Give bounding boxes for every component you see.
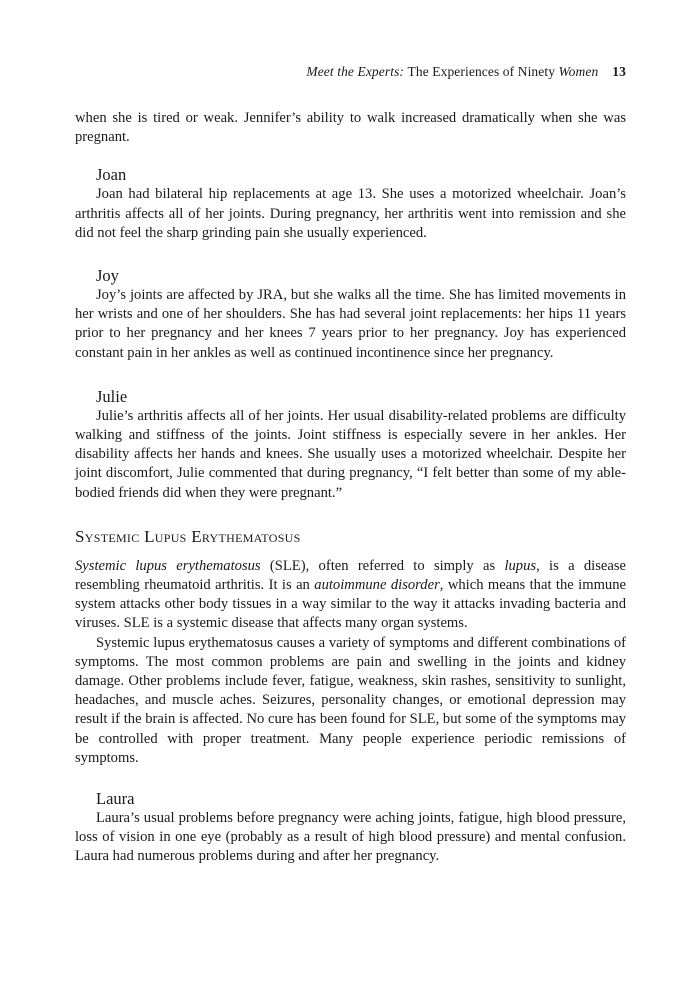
profile-text-laura: Laura’s usual problems before pregnancy were aching joints, fatigue, high blood pressure, loss of vision in one eye (probably as a result of high blood pressure) and mental confusion. Laura had numerous problems during and after her pregnancy.: [75, 810, 626, 865]
profile-heading-laura: Laura: [96, 789, 135, 809]
section-paragraph-2: Systemic lupus erythematosus causes a variety of symptoms and different combinations of symptoms. The most common problems are pain and swelling in the joints and kidney damage. Other problems include fever, fatigue, weakness, skin rashes, sensitivity to sunlight, headaches, and muscle aches. Seizures, personality changes, or emotional depression may result if the brain is affected. No cure has been found for SLE, but some of the symptoms may be controlled with proper treatment. Many people experience periodic remissions of symptoms.: [75, 634, 626, 766]
profile-text-joan: Joan had bilateral hip replacements at age 13. She uses a motorized wheelchair. Joan’s arthritis affects all of her joints. During pregnancy, her arthritis went into remission and she did not feel the sharp grinding pain she usually experienced.: [75, 186, 626, 241]
page-number: 13: [612, 64, 626, 79]
book-page: [75, 0, 626, 1000]
profile-heading-joy: Joy: [96, 266, 119, 286]
section-title: Systemic Lupus Erythematosus: [75, 526, 301, 546]
profile-text-julie: Julie’s arthritis affects all of her joints. Her usual disability-related problems are difficulty walking and stiffness of the joints. Joint stiffness is especially severe in her ankles. Her disability affects her hands and knees. She usually uses a motorized wheelchair. Despite her joint discomfort, Julie commented that during pregnancy, “I felt better than some of my able-bodied friends did when they were pregnant.”: [75, 407, 626, 501]
running-title-upright: The Experiences of Ninety: [407, 64, 559, 79]
term-lupus: lupus: [504, 557, 537, 574]
profile-heading-julie: Julie: [96, 386, 128, 406]
running-title: Meet the Experts: The Experiences of Ninety Women: [306, 64, 599, 79]
page-body: [75, 109, 626, 867]
running-head: [306, 64, 626, 80]
section-paragraph-1: Systemic lupus erythematosus (SLE), often referred to simply as lupus, is a disease resembling rheumatoid arthritis. It is an autoimmune disorder, which means that the immune system attacks other body tissues in a way similar to the way it attacks invading bacteria and viruses. SLE is a systemic disease that affects many organ systems.: [75, 557, 627, 632]
profile-text-joy: Joy’s joints are affected by JRA, but she walks all the time. She has limited movements in her wrists and one of her shoulders. She has had several joint replacements: her hips 11 years prior to her pregnancy and her knees 7 years prior to her pregnancy. Joy has experienced constant pain in her ankles as well as continued incontinence since her pregnancy.: [75, 287, 626, 361]
term-autoimmune: autoimmune disorder: [314, 577, 440, 594]
profile-heading-joan: Joan: [96, 165, 127, 185]
term-sle: Systemic lupus erythematosus: [75, 557, 261, 574]
intro-paragraph: when she is tired or weak. Jennifer’s ability to walk increased dramatically when she was pregnant.: [75, 110, 626, 146]
